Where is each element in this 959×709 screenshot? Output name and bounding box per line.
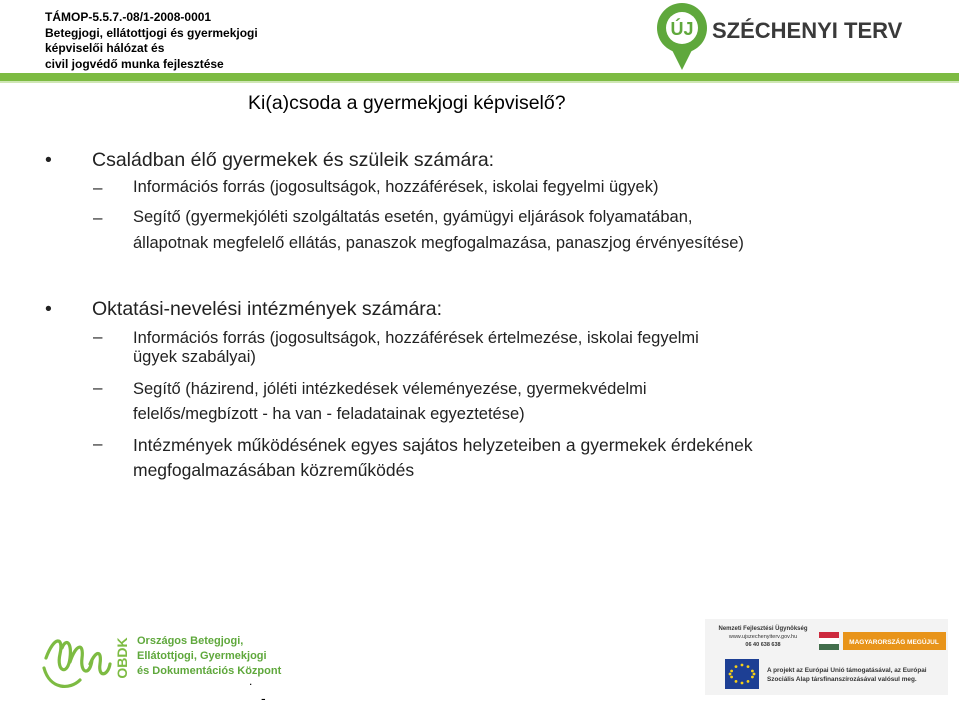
- dash-icon: –: [93, 178, 103, 197]
- obdk-logo: [40, 628, 282, 694]
- obdk-swirl-icon: [44, 641, 110, 686]
- szechenyi-pin-logo-icon: [657, 3, 707, 70]
- list-item-line: ügyek szabályai): [133, 348, 256, 366]
- support-line: Szociális Alap társfinanszírozásával valósul meg.: [767, 676, 917, 683]
- list-item-line: Intézmények működésének egyes sajátos helyzeteiben a gyermekek érdekének: [133, 435, 753, 455]
- project-code-block: [45, 10, 258, 72]
- eu-flag-icon: [725, 659, 759, 689]
- list-item-line: Információs forrás (jogosultságok, hozzáférések, iskolai fegyelmi ügyek): [133, 178, 659, 196]
- slogan-text: MAGYARORSZÁG MEGÚJUL: [849, 639, 939, 646]
- obdk-line: és Dokumentációs Központ: [137, 665, 282, 677]
- slide-title: Ki(a)csoda a gyermekjogi képviselő?: [248, 92, 566, 114]
- list-item-line: Segítő (gyermekjóléti szolgáltatás esetén, gyámügyi eljárások folyamatában,: [133, 208, 693, 226]
- header-divider: [0, 73, 959, 81]
- list-item-line: állapotnak megfelelő ellátás, panaszok megfogalmazása, panaszjog érvényesítése): [133, 234, 744, 252]
- szechenyi-terv-logo: [652, 2, 952, 72]
- obdk-line: Ellátottjogi, Gyermekjogi: [137, 650, 267, 662]
- bullet-icon: •: [45, 298, 52, 320]
- stray-dot: .: [249, 674, 253, 688]
- list-item-line: felelős/megbízott - ha van - feladatainak egyeztetése): [133, 405, 525, 423]
- list-item-line: megfogalmazásában közreműködés: [133, 460, 415, 480]
- dash-icon: –: [93, 208, 103, 227]
- hungarian-flag-icon: [819, 632, 839, 650]
- list-item-line: Segítő (házirend, jóléti intézkedések véleményezése, gyermekvédelmi: [133, 380, 647, 398]
- agency-line: Nemzeti Fejlesztési Ügynökség: [718, 626, 808, 632]
- obdk-line: Országos Betegjogi,: [137, 635, 244, 647]
- stray-dash: -: [261, 690, 266, 706]
- dash-icon: –: [93, 434, 103, 453]
- obdk-abbr: OBDK: [114, 637, 130, 679]
- project-line: Betegjogi, ellátottjogi és gyermekjogi: [45, 25, 258, 40]
- agency-line: www.ujszechenyiterv.gov.hu: [728, 634, 798, 640]
- bullet-icon: •: [45, 149, 52, 171]
- project-line: TÁMOP-5.5.7.-08/1-2008-0001: [45, 10, 212, 24]
- logo-name-text: SZÉCHENYI TERV: [712, 18, 903, 43]
- support-line: A projekt az Európai Unió támogatásával, az Európai: [767, 667, 927, 674]
- section-heading: Oktatási-nevelési intézmények számára:: [92, 298, 443, 320]
- logo-badge-text: ÚJ: [670, 19, 694, 39]
- list-item-line: Információs forrás (jogosultságok, hozzáférések értelmezése, iskolai fegyelmi: [133, 329, 699, 347]
- project-line: civil jogvédő munka fejlesztése: [45, 56, 224, 71]
- dash-icon: –: [93, 378, 103, 397]
- section-heading: Családban élő gyermekek és szüleik számára:: [92, 149, 495, 171]
- dash-icon: –: [93, 327, 103, 346]
- project-line: képviselői hálózat és: [45, 41, 165, 55]
- eu-support-box: [705, 619, 948, 695]
- agency-line: 06 40 638 638: [745, 642, 781, 648]
